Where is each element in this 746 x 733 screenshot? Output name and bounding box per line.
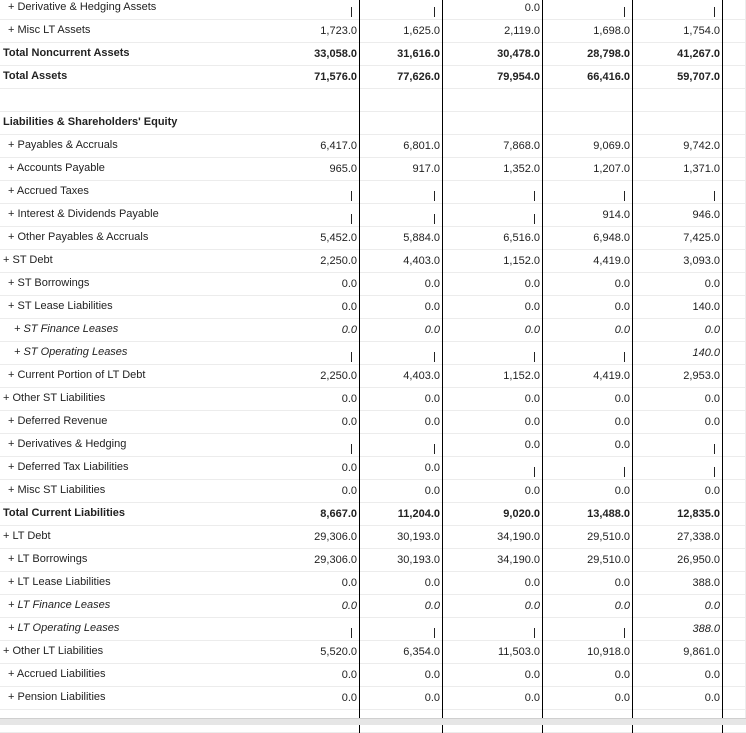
dash-mark bbox=[434, 214, 435, 224]
table-row[interactable] bbox=[0, 480, 746, 503]
value-cell[interactable] bbox=[280, 181, 360, 204]
value-cell[interactable]: 0.0 bbox=[553, 480, 633, 503]
table-row[interactable] bbox=[0, 0, 746, 20]
value-cell[interactable] bbox=[280, 342, 360, 365]
dash-mark bbox=[434, 352, 435, 362]
value-cell[interactable] bbox=[643, 457, 723, 480]
row-label: + ST Operating Leases bbox=[14, 346, 128, 358]
value-cell[interactable] bbox=[363, 89, 443, 112]
value-cell[interactable]: 7,868.0 bbox=[463, 135, 543, 158]
row-label: + Misc LT Assets bbox=[8, 24, 91, 36]
value-cell[interactable]: 388.0 bbox=[643, 572, 723, 595]
value-cell[interactable] bbox=[553, 618, 633, 641]
value-cell[interactable] bbox=[280, 618, 360, 641]
value-cell[interactable] bbox=[463, 181, 543, 204]
value-cell[interactable]: 946.0 bbox=[643, 204, 723, 227]
table-row[interactable] bbox=[0, 43, 746, 66]
table-row[interactable] bbox=[0, 227, 746, 250]
value-cell[interactable]: 4,403.0 bbox=[363, 365, 443, 388]
table-row[interactable] bbox=[0, 66, 746, 89]
value-cell[interactable]: 0.0 bbox=[463, 687, 543, 710]
row-label: + Accounts Payable bbox=[8, 162, 105, 174]
table-row[interactable] bbox=[0, 158, 746, 181]
value-cell[interactable]: 0.0 bbox=[463, 273, 543, 296]
dash-mark bbox=[624, 7, 625, 17]
value-cell[interactable]: 0.0 bbox=[553, 411, 633, 434]
value-cell[interactable]: 1,698.0 bbox=[553, 20, 633, 43]
value-cell[interactable]: 0.0 bbox=[363, 273, 443, 296]
dash-mark bbox=[351, 7, 352, 17]
row-label: + Deferred Revenue bbox=[8, 415, 108, 427]
value-cell[interactable]: 0.0 bbox=[363, 595, 443, 618]
row-label: + LT Finance Leases bbox=[8, 599, 111, 611]
row-label: + LT Lease Liabilities bbox=[8, 576, 111, 588]
value-cell[interactable]: 0.0 bbox=[553, 434, 633, 457]
value-cell[interactable]: 0.0 bbox=[280, 319, 360, 342]
value-cell[interactable]: 4,419.0 bbox=[553, 365, 633, 388]
value-cell[interactable]: 2,953.0 bbox=[643, 365, 723, 388]
value-cell[interactable]: 0.0 bbox=[463, 480, 543, 503]
value-cell[interactable] bbox=[363, 618, 443, 641]
value-cell[interactable]: 0.0 bbox=[363, 319, 443, 342]
dash-mark bbox=[351, 628, 352, 638]
value-cell[interactable]: 0.0 bbox=[553, 664, 633, 687]
value-cell[interactable] bbox=[463, 457, 543, 480]
dash-mark bbox=[624, 191, 625, 201]
value-cell[interactable]: 0.0 bbox=[553, 595, 633, 618]
value-cell[interactable]: 388.0 bbox=[643, 618, 723, 641]
value-cell[interactable]: 1,207.0 bbox=[553, 158, 633, 181]
value-cell[interactable]: 66,416.0 bbox=[553, 66, 633, 89]
table-row[interactable] bbox=[0, 572, 746, 595]
table-row[interactable] bbox=[0, 112, 746, 135]
row-label: + Pension Liabilities bbox=[8, 691, 106, 703]
dash-mark bbox=[534, 214, 535, 224]
dash-mark bbox=[714, 444, 715, 454]
value-cell[interactable]: 6,801.0 bbox=[363, 135, 443, 158]
dash-mark bbox=[434, 444, 435, 454]
row-label: + Derivative & Hedging Assets bbox=[8, 1, 157, 13]
value-cell[interactable] bbox=[643, 89, 723, 112]
dash-mark bbox=[534, 467, 535, 477]
value-cell[interactable] bbox=[553, 181, 633, 204]
value-cell[interactable]: 26,950.0 bbox=[643, 549, 723, 572]
value-cell[interactable]: 0.0 bbox=[363, 457, 443, 480]
value-cell[interactable]: 30,193.0 bbox=[363, 526, 443, 549]
value-cell[interactable]: 0.0 bbox=[643, 319, 723, 342]
row-label: + Other ST Liabilities bbox=[3, 392, 106, 404]
table-row[interactable] bbox=[0, 204, 746, 227]
table-row[interactable] bbox=[0, 250, 746, 273]
row-label: + Other LT Liabilities bbox=[3, 645, 104, 657]
value-cell[interactable] bbox=[553, 112, 633, 135]
value-cell[interactable] bbox=[643, 0, 723, 20]
row-label: + LT Borrowings bbox=[8, 553, 88, 565]
value-cell[interactable]: 1,152.0 bbox=[463, 365, 543, 388]
value-cell[interactable]: 5,884.0 bbox=[363, 227, 443, 250]
value-cell[interactable]: 11,204.0 bbox=[363, 503, 443, 526]
value-cell[interactable]: 0.0 bbox=[553, 572, 633, 595]
table-row[interactable] bbox=[0, 365, 746, 388]
value-cell[interactable] bbox=[463, 204, 543, 227]
value-cell[interactable]: 0.0 bbox=[363, 687, 443, 710]
value-cell[interactable]: 914.0 bbox=[553, 204, 633, 227]
value-cell[interactable]: 140.0 bbox=[643, 342, 723, 365]
value-cell[interactable] bbox=[363, 204, 443, 227]
value-cell[interactable]: 79,954.0 bbox=[463, 66, 543, 89]
value-cell[interactable]: 6,354.0 bbox=[363, 641, 443, 664]
dash-mark bbox=[714, 467, 715, 477]
value-cell[interactable]: 0.0 bbox=[463, 664, 543, 687]
value-cell[interactable] bbox=[643, 181, 723, 204]
table-row[interactable] bbox=[0, 89, 746, 112]
row-label: Total Current Liabilities bbox=[3, 507, 126, 519]
value-cell[interactable]: 0.0 bbox=[643, 664, 723, 687]
table-row[interactable] bbox=[0, 135, 746, 158]
value-cell[interactable]: 13,488.0 bbox=[553, 503, 633, 526]
value-cell[interactable]: 0.0 bbox=[463, 572, 543, 595]
value-cell[interactable]: 12,835.0 bbox=[643, 503, 723, 526]
value-cell[interactable]: 4,419.0 bbox=[553, 250, 633, 273]
value-cell[interactable]: 0.0 bbox=[363, 572, 443, 595]
value-cell[interactable]: 7,425.0 bbox=[643, 227, 723, 250]
value-cell[interactable]: 29,510.0 bbox=[553, 526, 633, 549]
value-cell[interactable] bbox=[363, 434, 443, 457]
value-cell[interactable]: 33,058.0 bbox=[280, 43, 360, 66]
dash-mark bbox=[351, 352, 352, 362]
value-cell[interactable]: 10,918.0 bbox=[553, 641, 633, 664]
value-cell[interactable]: 0.0 bbox=[280, 273, 360, 296]
dash-mark bbox=[351, 444, 352, 454]
value-cell[interactable]: 0.0 bbox=[280, 296, 360, 319]
value-cell[interactable]: 5,452.0 bbox=[280, 227, 360, 250]
value-cell[interactable]: 1,754.0 bbox=[643, 20, 723, 43]
value-cell[interactable]: 3,093.0 bbox=[643, 250, 723, 273]
value-cell[interactable]: 965.0 bbox=[280, 158, 360, 181]
value-cell[interactable]: 1,371.0 bbox=[643, 158, 723, 181]
value-cell[interactable] bbox=[643, 112, 723, 135]
row-label: Total Assets bbox=[3, 70, 68, 82]
value-cell[interactable]: 8,667.0 bbox=[280, 503, 360, 526]
table-row[interactable] bbox=[0, 549, 746, 572]
row-label: + Accrued Liabilities bbox=[8, 668, 106, 680]
row-label: + Derivatives & Hedging bbox=[8, 438, 127, 450]
value-cell[interactable] bbox=[463, 112, 543, 135]
value-cell[interactable]: 0.0 bbox=[280, 595, 360, 618]
value-cell[interactable] bbox=[280, 89, 360, 112]
value-cell[interactable]: 1,152.0 bbox=[463, 250, 543, 273]
value-cell[interactable]: 917.0 bbox=[363, 158, 443, 181]
value-cell[interactable]: 0.0 bbox=[463, 296, 543, 319]
table-row[interactable] bbox=[0, 526, 746, 549]
value-cell[interactable]: 0.0 bbox=[553, 296, 633, 319]
dash-mark bbox=[434, 191, 435, 201]
value-cell[interactable]: 0.0 bbox=[463, 388, 543, 411]
value-cell[interactable]: 0.0 bbox=[463, 595, 543, 618]
value-cell[interactable]: 0.0 bbox=[363, 411, 443, 434]
value-cell[interactable]: 29,510.0 bbox=[553, 549, 633, 572]
dash-mark bbox=[624, 352, 625, 362]
table-row[interactable] bbox=[0, 319, 746, 342]
dash-mark bbox=[434, 628, 435, 638]
value-cell[interactable]: 0.0 bbox=[553, 687, 633, 710]
row-label: + Payables & Accruals bbox=[8, 139, 118, 151]
value-cell[interactable]: 0.0 bbox=[363, 664, 443, 687]
value-cell[interactable]: 59,707.0 bbox=[643, 66, 723, 89]
table-row[interactable] bbox=[0, 434, 746, 457]
value-cell[interactable]: 0.0 bbox=[363, 388, 443, 411]
value-cell[interactable]: 1,723.0 bbox=[280, 20, 360, 43]
row-label: + Misc ST Liabilities bbox=[8, 484, 106, 496]
table-row[interactable] bbox=[0, 273, 746, 296]
value-cell[interactable]: 0.0 bbox=[553, 388, 633, 411]
value-cell[interactable]: 5,520.0 bbox=[280, 641, 360, 664]
row-label: + LT Operating Leases bbox=[8, 622, 120, 634]
row-label: + Other Payables & Accruals bbox=[8, 231, 149, 243]
dash-mark bbox=[624, 628, 625, 638]
value-cell[interactable]: 9,069.0 bbox=[553, 135, 633, 158]
table-row[interactable] bbox=[0, 342, 746, 365]
dash-mark bbox=[714, 7, 715, 17]
value-cell[interactable] bbox=[553, 0, 633, 20]
value-cell[interactable]: 6,948.0 bbox=[553, 227, 633, 250]
dash-mark bbox=[624, 467, 625, 477]
value-cell[interactable] bbox=[363, 342, 443, 365]
row-label: + Current Portion of LT Debt bbox=[8, 369, 146, 381]
value-cell[interactable]: 1,352.0 bbox=[463, 158, 543, 181]
dash-mark bbox=[434, 7, 435, 17]
value-cell[interactable] bbox=[280, 204, 360, 227]
value-cell[interactable]: 30,193.0 bbox=[363, 549, 443, 572]
value-cell[interactable] bbox=[280, 434, 360, 457]
table-row[interactable] bbox=[0, 641, 746, 664]
value-cell[interactable]: 27,338.0 bbox=[643, 526, 723, 549]
value-cell[interactable]: 34,190.0 bbox=[463, 526, 543, 549]
value-cell[interactable]: 0.0 bbox=[463, 411, 543, 434]
value-cell[interactable]: 0.0 bbox=[553, 319, 633, 342]
table-row[interactable] bbox=[0, 664, 746, 687]
value-cell[interactable] bbox=[643, 434, 723, 457]
table-row[interactable] bbox=[0, 20, 746, 43]
table-row[interactable] bbox=[0, 618, 746, 641]
value-cell[interactable]: 0.0 bbox=[643, 411, 723, 434]
dash-mark bbox=[351, 191, 352, 201]
value-cell[interactable]: 6,417.0 bbox=[280, 135, 360, 158]
value-cell[interactable]: 0.0 bbox=[280, 457, 360, 480]
value-cell[interactable]: 9,742.0 bbox=[643, 135, 723, 158]
value-cell[interactable]: 0.0 bbox=[643, 595, 723, 618]
value-cell[interactable]: 29,306.0 bbox=[280, 549, 360, 572]
dash-mark bbox=[534, 191, 535, 201]
value-cell[interactable]: 2,250.0 bbox=[280, 250, 360, 273]
value-cell[interactable]: 0.0 bbox=[363, 296, 443, 319]
row-label: + ST Debt bbox=[3, 254, 53, 266]
value-cell[interactable]: 0.0 bbox=[463, 434, 543, 457]
value-cell[interactable] bbox=[553, 457, 633, 480]
row-label: + LT Debt bbox=[3, 530, 51, 542]
value-cell[interactable]: 77,626.0 bbox=[363, 66, 443, 89]
value-cell[interactable]: 0.0 bbox=[280, 664, 360, 687]
value-cell[interactable]: 0.0 bbox=[280, 480, 360, 503]
dash-mark bbox=[534, 628, 535, 638]
value-cell[interactable]: 30,478.0 bbox=[463, 43, 543, 66]
value-cell[interactable] bbox=[553, 89, 633, 112]
dash-mark bbox=[534, 352, 535, 362]
value-cell[interactable]: 140.0 bbox=[643, 296, 723, 319]
value-cell[interactable]: 4,403.0 bbox=[363, 250, 443, 273]
value-cell[interactable] bbox=[463, 618, 543, 641]
value-cell[interactable] bbox=[280, 0, 360, 20]
value-cell[interactable] bbox=[363, 112, 443, 135]
value-cell[interactable]: 2,119.0 bbox=[463, 20, 543, 43]
value-cell[interactable]: 41,267.0 bbox=[643, 43, 723, 66]
row-label: + ST Lease Liabilities bbox=[8, 300, 113, 312]
value-cell[interactable] bbox=[463, 342, 543, 365]
row-label: + Deferred Tax Liabilities bbox=[8, 461, 129, 473]
row-label: + Interest & Dividends Payable bbox=[8, 208, 159, 220]
value-cell[interactable]: 31,616.0 bbox=[363, 43, 443, 66]
dash-mark bbox=[351, 214, 352, 224]
value-cell[interactable]: 9,020.0 bbox=[463, 503, 543, 526]
value-cell[interactable]: 11,503.0 bbox=[463, 641, 543, 664]
value-cell[interactable] bbox=[363, 0, 443, 20]
value-cell[interactable]: 28,798.0 bbox=[553, 43, 633, 66]
value-cell[interactable]: 0.0 bbox=[643, 687, 723, 710]
table-row[interactable] bbox=[0, 411, 746, 434]
value-cell[interactable]: 0.0 bbox=[643, 480, 723, 503]
table-row[interactable] bbox=[0, 296, 746, 319]
value-cell[interactable]: 0.0 bbox=[463, 319, 543, 342]
value-cell[interactable]: 1,625.0 bbox=[363, 20, 443, 43]
value-cell[interactable] bbox=[280, 112, 360, 135]
table-row[interactable] bbox=[0, 388, 746, 411]
value-cell[interactable]: 34,190.0 bbox=[463, 549, 543, 572]
value-cell[interactable] bbox=[363, 181, 443, 204]
row-label: + Accrued Taxes bbox=[8, 185, 89, 197]
value-cell[interactable]: 0.0 bbox=[553, 273, 633, 296]
row-label: + ST Borrowings bbox=[8, 277, 90, 289]
value-cell[interactable]: 0.0 bbox=[463, 0, 543, 20]
value-cell[interactable]: 0.0 bbox=[363, 480, 443, 503]
row-label: Total Noncurrent Assets bbox=[3, 47, 130, 59]
value-cell[interactable] bbox=[553, 342, 633, 365]
row-label: + ST Finance Leases bbox=[14, 323, 119, 335]
table-row[interactable] bbox=[0, 457, 746, 480]
value-cell[interactable]: 0.0 bbox=[643, 388, 723, 411]
value-cell[interactable]: 9,861.0 bbox=[643, 641, 723, 664]
table-row[interactable] bbox=[0, 687, 746, 710]
value-cell[interactable]: 0.0 bbox=[280, 572, 360, 595]
dash-mark bbox=[714, 191, 715, 201]
table-row[interactable] bbox=[0, 181, 746, 204]
value-cell[interactable]: 6,516.0 bbox=[463, 227, 543, 250]
table-row[interactable] bbox=[0, 503, 746, 526]
table-row[interactable] bbox=[0, 595, 746, 618]
value-cell[interactable]: 0.0 bbox=[643, 273, 723, 296]
value-cell[interactable]: 0.0 bbox=[280, 411, 360, 434]
value-cell[interactable]: 0.0 bbox=[280, 687, 360, 710]
value-cell[interactable]: 71,576.0 bbox=[280, 66, 360, 89]
value-cell[interactable] bbox=[463, 89, 543, 112]
value-cell[interactable]: 29,306.0 bbox=[280, 526, 360, 549]
row-label: Liabilities & Shareholders' Equity bbox=[3, 116, 178, 128]
value-cell[interactable]: 2,250.0 bbox=[280, 365, 360, 388]
value-cell[interactable]: 0.0 bbox=[280, 388, 360, 411]
